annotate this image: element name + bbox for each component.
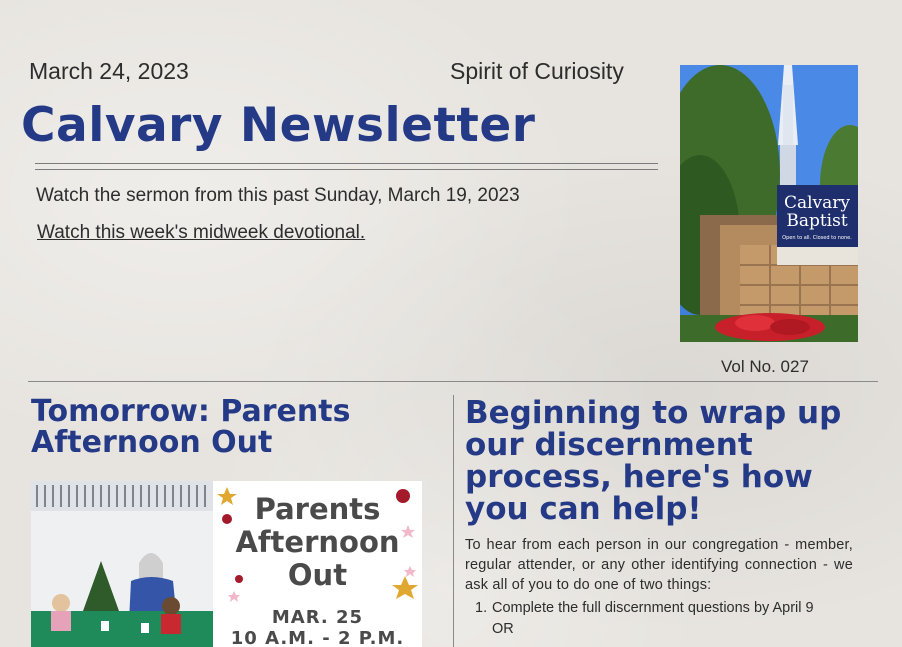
- parents-afternoon-photo: [31, 481, 213, 647]
- right-article-heading: Beginning to wrap up our discernment process, here's how you can help!: [465, 395, 842, 527]
- sign-line-1: Calvary: [783, 193, 851, 213]
- list-item: [475, 598, 855, 640]
- sign-line-2: Baptist: [786, 211, 848, 231]
- volume-number: Vol No. 027: [721, 357, 809, 376]
- flyer-title-line-3: Out: [287, 558, 348, 592]
- list-item-number: 1.: [475, 600, 488, 616]
- flyer-title: [213, 493, 422, 592]
- flyer-title-line-1: Parents: [254, 492, 381, 526]
- church-sign-photo: [680, 65, 858, 342]
- discernment-list: [475, 598, 855, 640]
- flyer-time: 10 A.M. - 2 P.M.: [230, 628, 405, 647]
- column-divider: [453, 395, 454, 647]
- newsletter-theme: Spirit of Curiosity: [450, 58, 624, 84]
- list-item-suffix: OR: [492, 621, 514, 637]
- newsletter-title: Calvary Newsletter: [21, 98, 536, 153]
- parents-afternoon-flyer: [213, 481, 422, 647]
- left-article-heading: Tomorrow: Parents Afternoon Out: [31, 394, 351, 460]
- newsletter-date: March 24, 2023: [29, 58, 189, 84]
- right-article-body: To hear from each person in our congregation - member, regular attender, or any other identifying connection - we ask all of you to do one of two things:: [465, 537, 853, 593]
- sign-tagline: Open to all. Closed to none.: [782, 235, 852, 241]
- section-divider: [28, 381, 878, 382]
- devotional-link[interactable]: Watch this week's midweek devotional.: [37, 222, 366, 243]
- sermon-text: Watch the sermon from this past Sunday, March 19, 2023: [36, 185, 520, 206]
- flyer-date: MAR. 25: [271, 607, 364, 628]
- flyer-title-line-2: Afternoon: [235, 525, 400, 559]
- list-item-text: Complete the full discernment questions by April 9: [492, 600, 814, 616]
- title-divider: [35, 163, 658, 170]
